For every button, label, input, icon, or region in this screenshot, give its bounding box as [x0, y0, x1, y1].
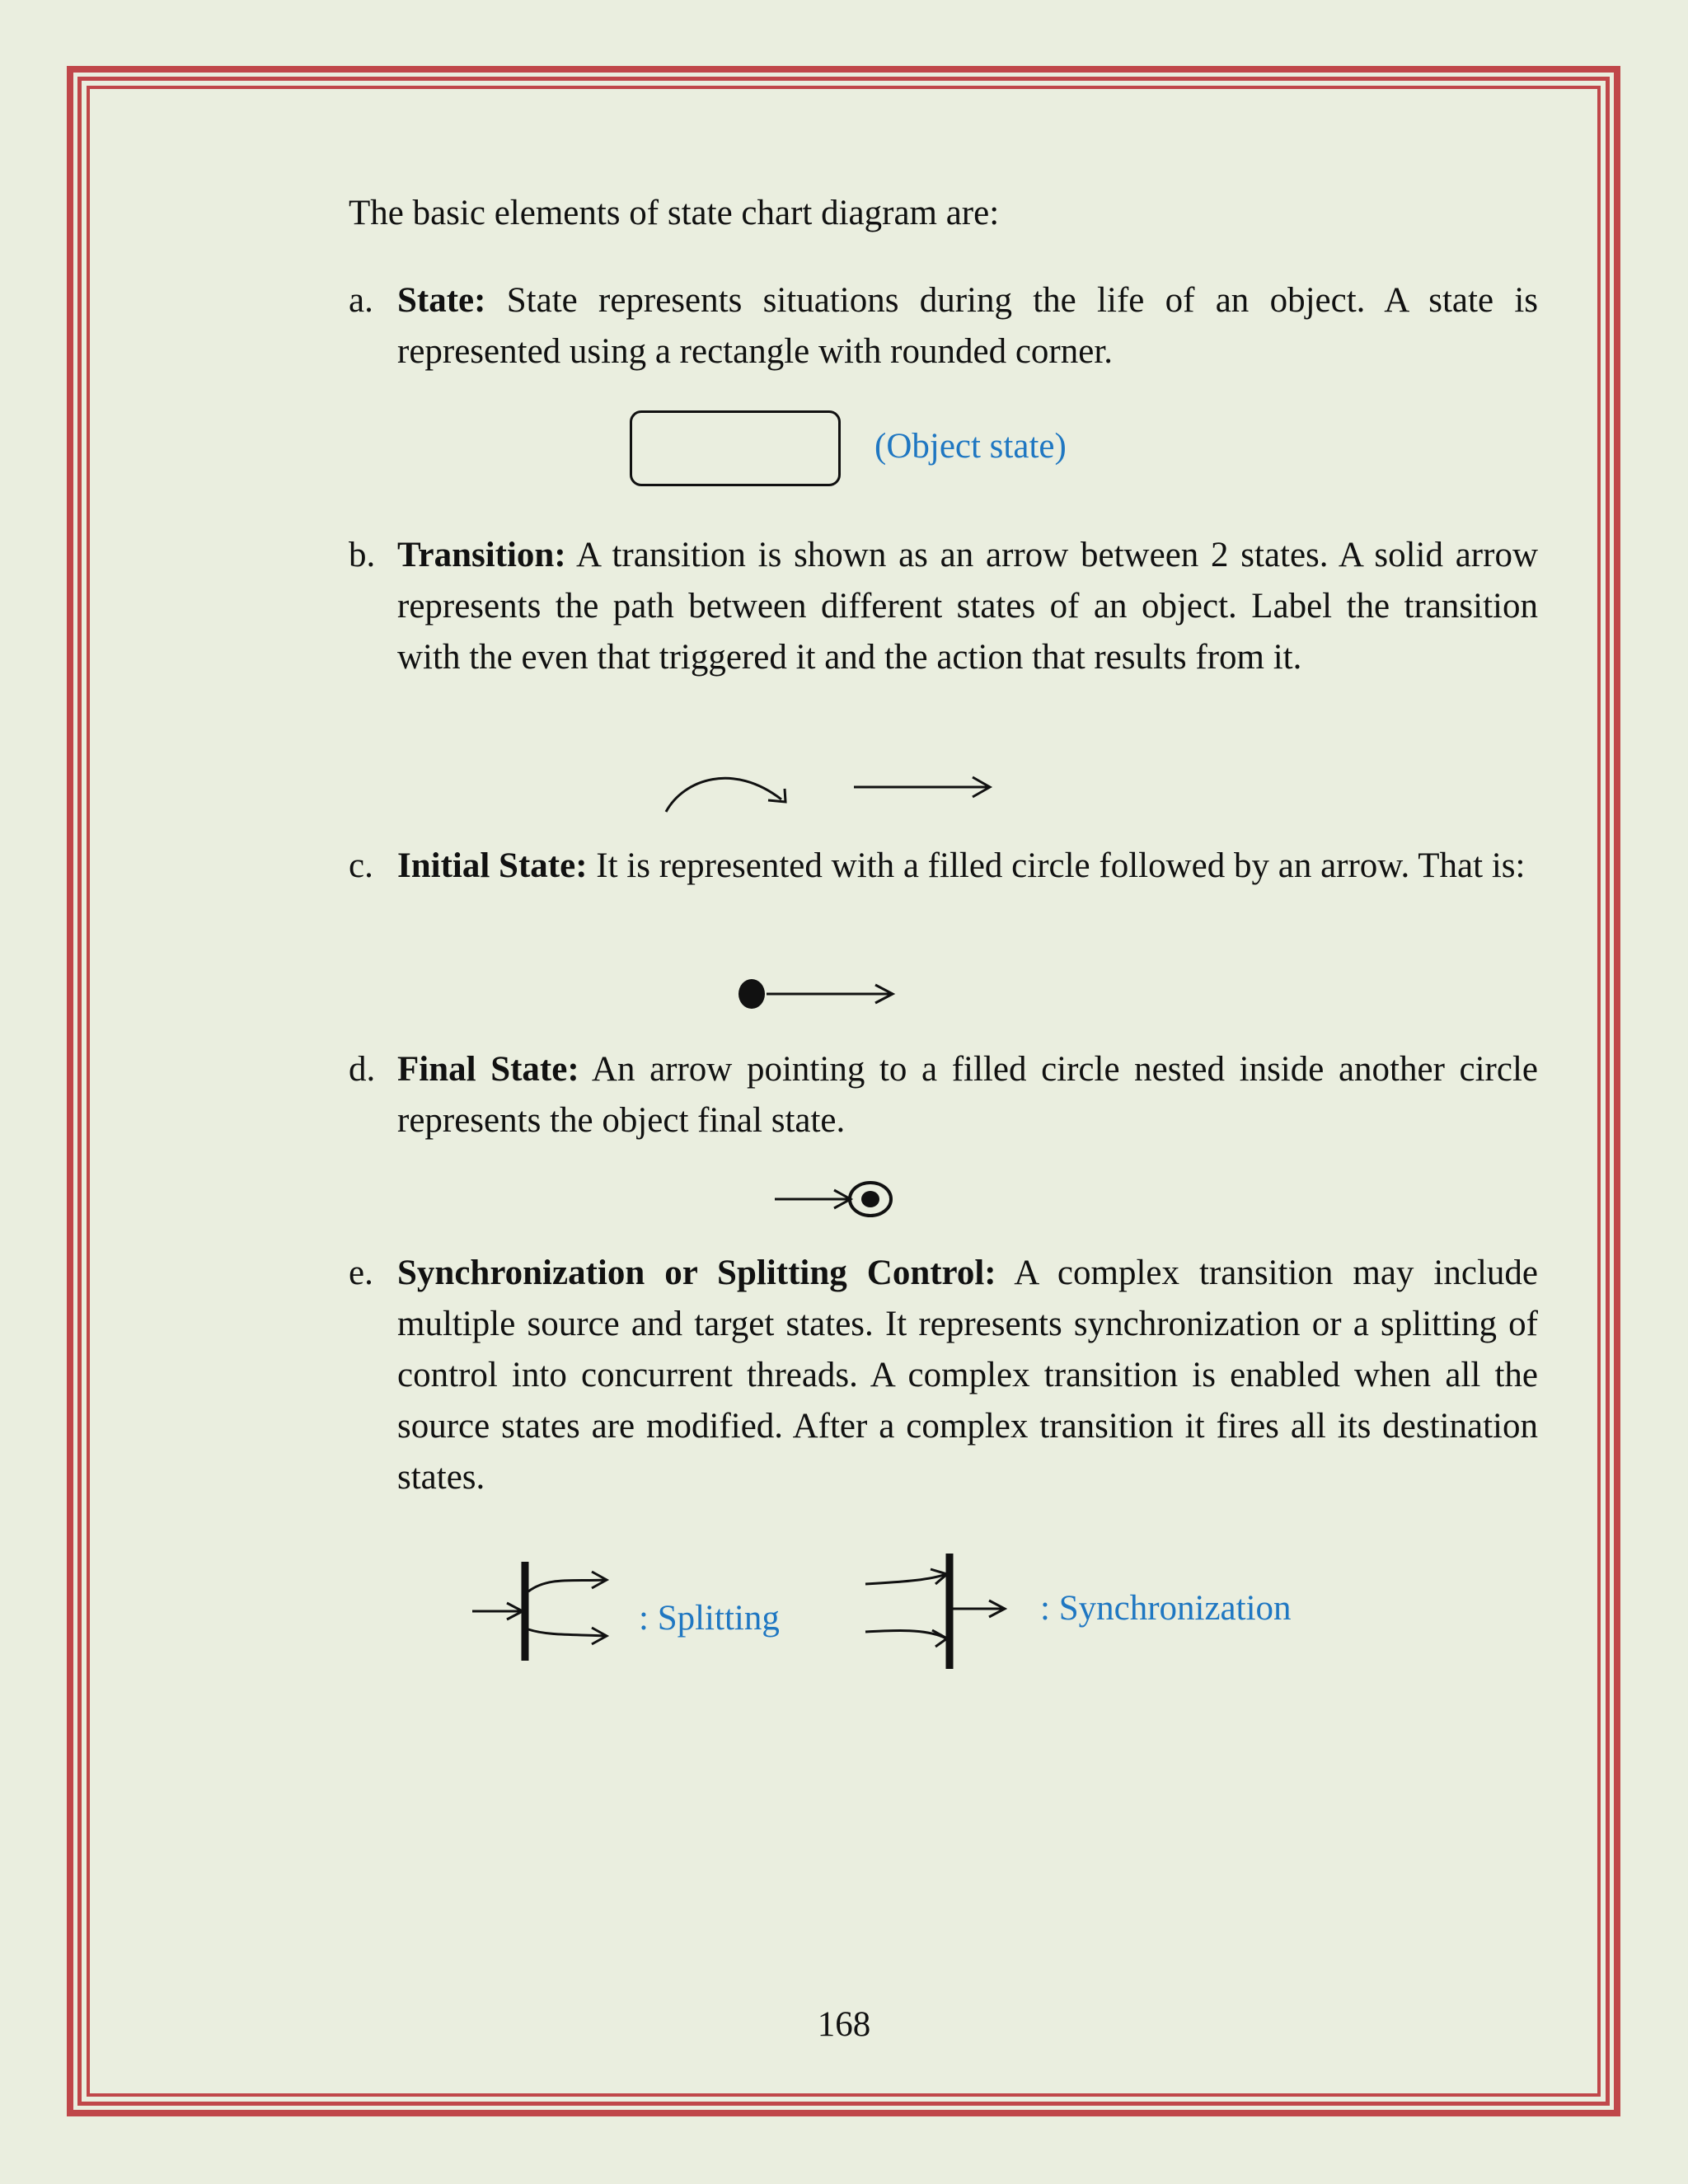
item-text: An arrow pointing to a filled circle nested inside another circle represents the object final state. [397, 1050, 1538, 1140]
item-text: It is represented with a filled circle followed by an arrow. That is: [587, 846, 1526, 885]
arrow-icon [775, 1190, 851, 1208]
item-final-state [349, 1044, 1538, 1146]
bullseye-icon [850, 1183, 891, 1216]
item-letter: a. [349, 281, 373, 320]
item-text: A complex transition may include multiple source and target states. It represents synchronization or a splitting of control into concurrent threads. A complex transition is enabled when all the source states are modified. After a complex transition it fires all its destination states. [397, 1254, 1538, 1497]
page-number: 168 [817, 2005, 871, 2044]
incoming-arrow-icon [472, 1603, 523, 1619]
item-letter: b. [349, 536, 376, 574]
outgoing-arrow-icon [528, 1572, 607, 1591]
object-state-rectangle [630, 410, 841, 486]
initial-state-figure [734, 977, 898, 1011]
item-text: State represents situations during the life of an object. A state is represented using a rectangle with rounded corner. [397, 281, 1538, 371]
outgoing-arrow-icon [953, 1601, 1005, 1617]
arrow-icon [767, 985, 893, 1003]
transition-arrows-figure [659, 762, 1006, 824]
intro-text: The basic elements of state chart diagram are: [349, 194, 1000, 232]
item-letter: e. [349, 1254, 373, 1292]
straight-arrow-icon [854, 777, 990, 797]
synchronization-figure [861, 1549, 1010, 1673]
item-synchronization [349, 1248, 1538, 1503]
item-initial-state [349, 841, 1538, 892]
item-term: Final State: [397, 1050, 579, 1089]
curved-arrow-icon [666, 778, 785, 812]
incoming-arrow-icon [865, 1569, 947, 1584]
outgoing-arrow-icon [528, 1628, 607, 1644]
final-state-figure [771, 1179, 898, 1220]
item-term: Initial State: [397, 846, 588, 885]
item-text: A transition is shown as an arrow between 2 states. A solid arrow represents the path between different states of an object. Label the transition with the even that triggered it and the action that results from it. [397, 536, 1538, 677]
item-letter: c. [349, 846, 373, 885]
incoming-arrow-icon [865, 1630, 947, 1647]
item-term: Transition: [397, 536, 566, 574]
item-transition [349, 530, 1538, 683]
splitting-label: : Splitting [639, 1599, 780, 1638]
page-content [349, 188, 1489, 239]
object-state-label: (Object state) [874, 427, 1067, 466]
filled-circle-icon [738, 979, 765, 1009]
item-state [349, 275, 1538, 377]
splitting-figure [466, 1554, 614, 1669]
synchronization-label: : Synchronization [1040, 1589, 1292, 1628]
item-term: Synchronization or Splitting Control: [397, 1254, 996, 1292]
item-term: State: [397, 281, 486, 320]
item-letter: d. [349, 1050, 376, 1089]
